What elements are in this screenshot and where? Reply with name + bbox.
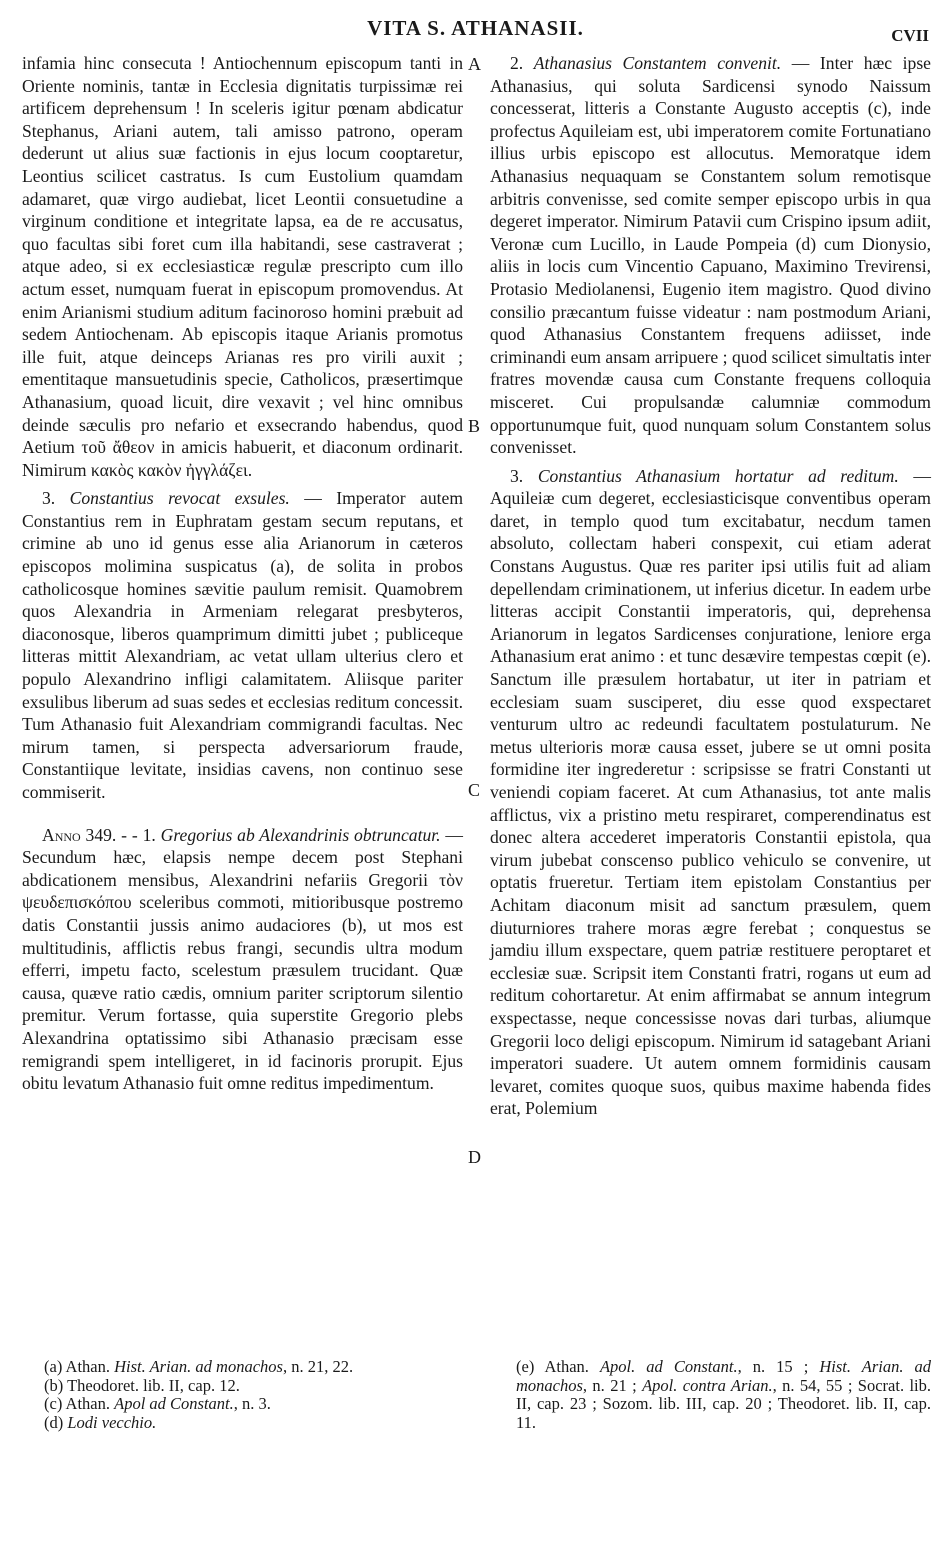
section-number: - - 1. [116, 824, 156, 845]
section-text: — Aquileiæ cum degeret, ecclesiasticisque conventibus operam daret, in templo quod tum excitabatur, necdum tamen absoluto, collectam haberi conspexit, cui etiam aderat Constans Augustus. Quæ res pariter ipsi utilis fuit ad aliam depellendam criminationem, ut inferius dicetur. In eadem urbe litteras accipit Constantii imperatoris, qui, deprehensa Arianorum in legatos Sardicenses conjuratione, leniore erga Athanasium erat animo : et tunc desævire tempestas cœpit (e). Sanctum ille præsulem hortabatur, ut iter in patriam et ecclesiam suam susciperet, diu esse quod exspectaret venturum ultro ac redeundi facultatem postulaturum. Ne metus ulterioris moræ causa esset, jubere se ut omni posita formidine iter ingrederetur : scripsisse se fratri Constanti ut veniendi copiam faceret. At cum Athanasius, tot ante malis afflictus, vix a pristino metu respiraret, comperendinatus est donec altera accederet imperatoris Constantii epistola, qua virum jubebat conscenso publico vehiculo se convenire, ut optatis frueretur. Tertiam item epistolam Constantius per Achitam diaconum misit ad sanctum præsulem, quem diuturniores trahere moras ægre ferebat ; conquestus se jamdiu illum exspectare, quem patriæ restituere peroptaret et ecclesiæ suæ. Scripsit item Constanti fratri, rogans ut eum ad reditum cohortaretur. At enim affirmabat se annum integrum exspectasse, neque concessisse novas dari turbas, aliumque Gregorii loco deligi episcopum. Nimirum id satagebant Ariani imperatori suadere. Ut autem omnem formidinis causam levaret, comites quoque suos, quibus maxime habenda fides erat, Polemium [490, 465, 931, 1119]
section-anno-349 [22, 824, 463, 1095]
footnote-b: (b) Theodoret. lib. II, cap. 12. [44, 1375, 240, 1395]
section-constantius-revocat [22, 487, 463, 803]
year-label: Anno 349. [42, 824, 117, 845]
section-text: — Secundum hæc, elapsis nempe decem post Stephani abdicationem mensibus, Alexandrini nefariis Gregorii τὸν ψευδεπισκόπου sceleribus commoti, mitioribusque postremo datis Constantii jussis animo audaciores (b), ut mos est multitudinis, afflictis rebus frangi, secundis ultra modum efferri, impetu facto, scelestum præsulem trucidant. Quæ causa, quæve ratio cædis, omnium pariter scriptorum silentio premitur. Verum fortasse, quia superstite Gregorio plebs Alexandrina optatissimo sibi Athanasio præcisam esse remigrandi spem intelligeret, in id facinoris prorupit. Ejus obitu levatum Athanasio fuit omne reditus impedimentum. [22, 824, 463, 1094]
margin-letter-d: D [468, 1147, 481, 1167]
footnote-d: (d) Lodi vecchio. [44, 1412, 157, 1432]
section-athanasius-convenit [490, 52, 931, 459]
footnote-e: (e) Athan. Apol. ad Constant., n. 15 ; Hist. Arian. ad monachos, n. 21 ; Apol. contra Arian., n. 54, 55 ; Socrat. lib. II, cap. 23 ; Sozom. lib. III, cap. 20 ; Theodoret. lib. II, cap. 11. [516, 1357, 932, 1432]
section-number: 3. [42, 488, 56, 509]
section-text: — Imperator autem Constantius rem in Euphratam gestam secum reputans, et crimine ab uno id genus esse alia Arianorum in cæteros episcopos molimina suspicatus (a), de solita in probos catholicosque homines sævitie paulum remisit. Quamobrem quos Alexandria in Armeniam relegarat presbyteros, diaconosque, liberos quamprimum dimitti jubet ; publiceque litteras mittit Alexandriam, ac vetat ullam ulterius clero et populo Alexandrino infligi calamitatem. Aliisque pariter exsulibus liberum ad suas sedes et ecclesias reditum concessit. Tum Athanasio fuit Alexandriam commigrandi facultas. Nec mirum tamen, si perspecta adversariorum fraude, Constantiique levitate, insidias cavens, non continuo sese commiserit. [22, 488, 463, 802]
page-header [0, 14, 951, 44]
paragraph-leontius: infamia hinc consecuta ! Antiochennum episcopum tanti in Oriente nominis, tantæ in Ecclesia dignitatis turpissimæ rei artificem deprehensum ! In sceleris igitur pœnam abdicatur Stephanus, Ariani autem, tali amisso patrono, operam dederunt ut alius suæ factionis in ejus locum cooptaretur, Leontius scilicet castratus. Is cum Eustolium quamdam adamaret, quæ virgo audiebat, licet Leontii consuetudine a virginum conditione et integritate lapsa, ea de re accusatus, quo facultas sibi foret cum illa habitandi, sese castraverat ; atque adeo, si ex ecclesiasticæ regulæ prescripto cum illo actum esset, numquam fuerat in episcopum promovendus. At enim Arianismi studium aditum facinoroso homini præbuit ad sedem Antiochenam. Ab episcopis itaque Arianis promotus ille fuit, atque deinceps Arianas res pro virili auxit ; ementitaque mansuetudinis specie, Catholicos, præsertimque Athanasium, quoad licuit, dire vexavit ; vel hinc omnibus deinde sæculis pro nefario et exsecrando habendus, quod Aetium τοῦ ἄθεον in amicis habuerit, et diaconum ordinarit. Nimirum κακὸς κακὸν ἠγγλάζει. [22, 53, 463, 480]
page-number: CVII [891, 26, 929, 45]
right-column [490, 52, 931, 1120]
left-column [22, 52, 463, 1095]
margin-letter-a: A [468, 54, 481, 74]
running-title: VITA S. ATHANASII. [367, 16, 584, 40]
margin-letter-b: B [468, 416, 481, 436]
footnotes-left [22, 1358, 463, 1432]
section-number: 2. [510, 53, 524, 73]
footnote-a: (a) Athan. Hist. Arian. ad monachos, n. 21, 22. [44, 1357, 354, 1376]
margin-letter-c: C [468, 780, 481, 800]
footnote-c: (c) Athan. Apol ad Constant., n. 3. [44, 1394, 271, 1413]
section-text: — Inter hæc ipse Athanasius, qui soluta Sardicensi synodo Naissum concesserat, litteris a Constante Augusto acceptis (c), inde profectus Aquileiam est, ubi imperatorem comite Fortunatiano illius urbis episcopo est allocutus. Memoratque idem Athanasius nequaquam se Constantem solum remotisque arbitris convenisse, sed comite semper episcopo urbis in qua degeret imperator. Nimirum Patavii cum Crispino ipsum adiit, Veronæ cum Lucillo, in Laude Pompeia (d) cum Dionysio, aliis in locis cum Vincentio Capuano, Maximino Trevirensi, Protasio Mediolanensi, Eugenio item magistro. Quod divino consilio præcantum fuisse videatur : nam postmodum Ariani, quod Athanasius Constantem frequens adiisset, inde criminandi eum ansam arripuere ; quod scilicet simultatis inter fratres movendæ causa cum Constante frequens colloquia misceret. Cui propulsandæ calumniæ commodum opportunumque fuit, quod nunquam solum Constantem solus convenisset. [490, 53, 931, 458]
section-title: Constantius Athanasium hortatur ad reditum. [537, 465, 899, 486]
section-constantius-hortatur [490, 465, 931, 1120]
section-title: Athanasius Constantem convenit. [533, 53, 782, 73]
section-number: 3. [510, 465, 524, 486]
section-title: Gregorius ab Alexandrinis obtruncatur. [160, 824, 441, 845]
section-title: Constantius revocat exsules. [69, 488, 290, 509]
footnotes-right [494, 1358, 931, 1432]
